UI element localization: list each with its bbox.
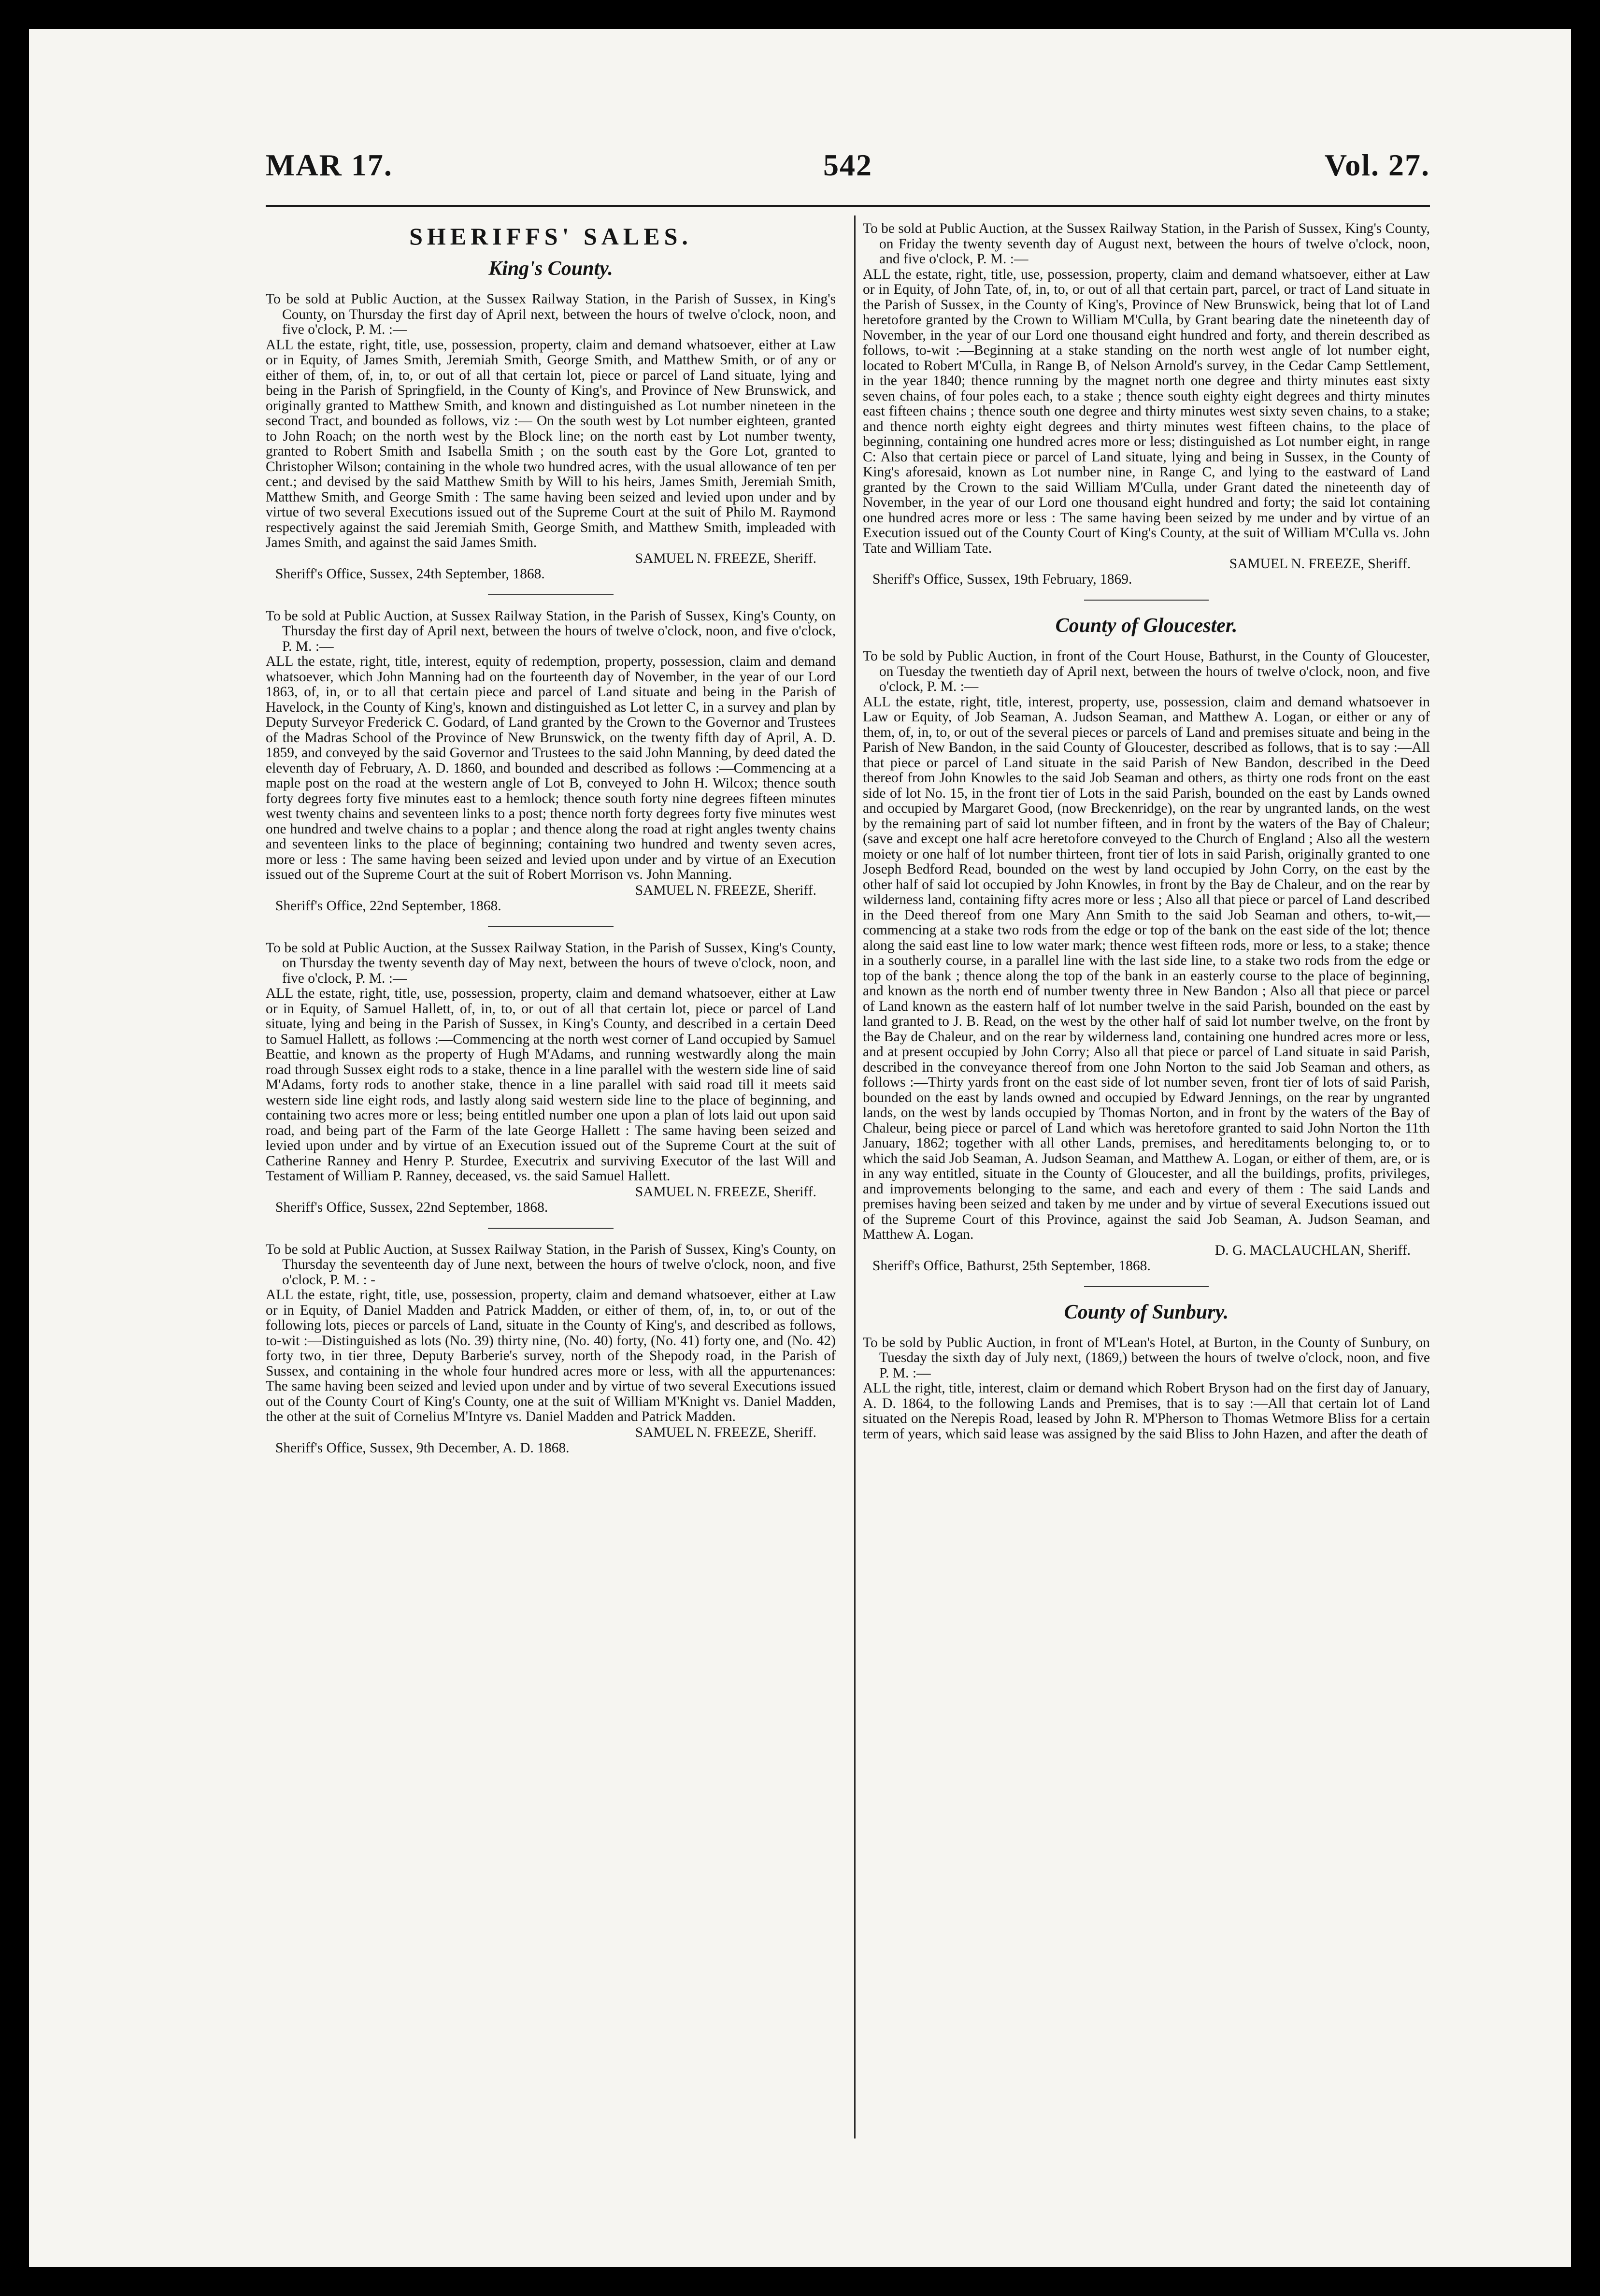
notice-intro: To be sold at Public Auction, at Sussex Railway Station, in the Parish of Sussex, King's County, on Thursday the seventeenth day of June next, between the hours of twelve o'clock, noon, and five o'clock, P. M. : - — [266, 1241, 836, 1288]
sheriff-signature: SAMUEL N. FREEZE, Sheriff. — [635, 1424, 816, 1440]
sheriff-office-date: Sheriff's Office, Sussex, 19th February, 1869. — [872, 572, 1132, 587]
notice-body: ALL the right, title, interest, claim or demand which Robert Bryson had on the first day of January, A. D. 1864, to the following Lands and Premises, that is to say :—All that certain lot of Land situated on the Nerepis Road, leased by John R. M'Pherson to Thomas Wetmore Bliss for a certain term of years, which said lease was assigned by the said Bliss to John Hazen, and after the death of — [863, 1380, 1430, 1442]
notice-separator — [1084, 1286, 1209, 1287]
notice-separator — [488, 926, 614, 927]
sheriff-office-date: Sheriff's Office, Sussex, 9th December, A. D. 1868. — [275, 1440, 570, 1456]
sheriff-signature: D. G. MACLAUCHLAN, Sheriff. — [1214, 1242, 1411, 1258]
notice — [266, 292, 836, 582]
volume-number: Vol. 27. — [1324, 148, 1430, 182]
left-column — [266, 221, 836, 2144]
notice — [266, 1242, 836, 1456]
notice-intro: To be sold at Public Auction, at the Sussex Railway Station, in the Parish of Sussex, in King's County, on Thursday the first day of April next, between the hours of twelve o'clock, noon, and five o'clock, P. M. :— — [266, 291, 836, 337]
notice-separator — [488, 1228, 614, 1229]
column-divider — [854, 215, 856, 2138]
sheriff-signature: SAMUEL N. FREEZE, Sheriff. — [635, 882, 816, 898]
notice — [266, 609, 836, 914]
notice — [266, 941, 836, 1215]
notice-intro: To be sold at Public Auction, at the Sussex Railway Station, in the Parish of Sussex, King's County, on Thursday the twenty seventh day of May next, between the hours of tweve o'clock, noon, and five o'clock, P. M. :— — [266, 940, 836, 986]
notice-intro: To be sold by Public Auction, in front of M'Lean's Hotel, at Burton, in the County of Sunbury, on Tuesday the sixth day of July next, (1869,) between the hours of twelve o'clock, noon, and five P. M. :— — [863, 1335, 1430, 1381]
notice-intro: To be sold by Public Auction, in front of the Court House, Bathurst, in the County of Gloucester, on Tuesday the twentieth day of April next, between the hours of twelve o'clock, noon, and five o'clock, P. M. :— — [863, 648, 1430, 694]
notice-body: ALL the estate, right, title, interest, property, use, possession, claim and demand whatsoever in Law or Equity, of Job Seaman, A. Judson Seaman, and Matthew A. Logan, or either or any of them, of, in, to, or out of the several pieces or parcels of Land and premises situate and being in the Parish of New Bandon, in the said County of Gloucester, described as follows, that is to say :—All that piece or parcel of Land situate in the said Parish of New Bandon, described in the Deed thereof from John Knowles to the said Job Seaman and others, as thirty one rods front on the east side of lot No. 15, in the front tier of Lots in the said Parish, bounded on the east by Lands owned and occupied by Margaret Good, (now Breckenridge), on the rear by ungranted lands, on the west by the remaining part of said lot number fifteen, and in front by the waters of the Bay of Chaleur; (save and except one half acre heretofore conveyed to the Church of England ; Also all the western moiety or one half of lot number thirteen, front tier of lots in said Parish, originally granted to one Joseph Bedford Read, bounded on the west by land occupied by John Corry, on the east by the other half of said lot occupied by John Knowles, in front by the Bay de Chaleur, and on the rear by wilderness land, containing fifty acres more or less ; Also all that piece or parcel of Land described in the Deed thereof from one Mary Ann Smith to the said Job Seaman and others, to-wit,—commencing at a stake two rods from the edge or top of the bank on the east side of the lot; thence along the said east line to low water mark; thence west fifteen rods, more or less, to a stake; thence in a southerly course, in a parallel line with the last side line, to a stake two rods from the edge or top of the bank ; thence along the top of the bank in an easterly course to the place of beginning, and known as the north end of number twenty three in New Bandon ; Also all that piece or parcel of Land known as the eastern half of lot number twelve in the said Parish, bounded on the east by land granted to J. B. Read, on the west by the other half of said lot number twelve, on the front by the Bay de Chaleur, and on the rear by wilderness land, containing one hundred acres more or less, and at present occupied by John Corry; Also all that piece or parcel of Land situate in said Parish, described in the conveyance thereof from one John Norton to the said Job Seaman and others, as follows :—Thirty yards front on the east side of lot number seven, front tier of lots of said Parish, bounded on the east by lands owned and occupied by Edward Jennings, on the rear by ungranted lands, on the west by lands occupied by Thomas Norton, and in front by the waters of the Bay of Chaleur, being piece or parcel of Land which was heretofore granted to said John Norton the 11th January, 1862; together with all other Lands, premises, and hereditaments belonging to, or to which the said Job Seaman, A. Judson Seaman, and Matthew A. Logan, or either of them, are, or is in any way entitled, situate in the County of Gloucester, and all the buildings, profits, privileges, and improvements belonging to the same, and each and every of them : The said Lands and premises having been seized and taken by me under and by virtue of several Executions issued out of the Supreme Court of this Province, against the said Job Seaman, A. Judson Seaman, and Matthew A. Logan. — [863, 694, 1430, 1242]
notice-intro: To be sold at Public Auction, at Sussex Railway Station, in the Parish of Sussex, King's County, on Thursday the first day of April next, between the hours of twelve o'clock, noon, and five o'clock, P. M. :— — [266, 608, 836, 654]
section-title: SHERIFFS' SALES. — [409, 223, 692, 250]
notice-body: ALL the estate, right, title, use, possession, property, claim and demand whatsoever, either at Law or in Equity, of James Smith, Jeremiah Smith, George Smith, and Matthew Smith, or of any or either of them, of, in, to, or out of all that certain lot, piece or parcel of Land situate, lying and being in the Parish of Springfield, in the County of King's, and Province of New Brunswick, and originally granted to Matthew Smith, and known and distinguished as Lot number nineteen in the second Tract, and bounded as follows, viz :— On the south west by Lot number eighteen, granted to John Roach; on the north west by the Block line; on the north east by Lot number twenty, granted to Robert Smith and Isabella Smith ; on the south east by the Gore Lot, granted to Christopher Wilson; containing in the whole two hundred acres, with the usual allowance of ten per cent.; and devised by the said Matthew Smith by Will to his heirs, James Smith, Jeremiah Smith, Matthew Smith, and George Smith : The same having been seized and levied upon under and by virtue of two several Executions issued out of the Supreme Court at the suit of Philo M. Raymond respectively against the said Jeremiah Smith, George Smith, and Matthew Smith, impleaded with James Smith, and against the said James Smith. — [266, 337, 836, 550]
newspaper-page — [29, 29, 1571, 2267]
notice-separator — [488, 594, 614, 595]
county-heading-gloucester: County of Gloucester. — [1055, 615, 1238, 637]
sheriff-office-date: Sheriff's Office, 22nd September, 1868. — [275, 898, 501, 914]
notice-body: ALL the estate, right, title, use, possession, property, claim and demand whatsoever, either at Law or in Equity, of John Tate, of, in, to, or out of all that certain part, parcel, or tract of Land situate in the Parish of Sussex, in the County of King's, Province of New Brunswick, being that lot of Land heretofore granted by the Crown to William M'Culla, by Grant bearing date the nineteenth day of November, in the year of our Lord one thousand eight hundred and forty, and therein described as follows, to-wit :—Beginning at a stake standing on the north west angle of lot number eight, located to Robert M'Culla, in Range B, of Nelson Arnold's survey, in the Cedar Camp Settlement, in the year 1840; thence running by the magnet north one degree and thirty minutes east sixty seven chains, of four poles each, to a stake ; thence south eighty eight degrees and thirty minutes east fifteen chains ; thence south one degree and thirty minutes west sixty seven chains, to a stake; and thence north eighty eight degrees and thirty minutes west fifteen chains, to the place of beginning, containing one hundred acres more or less; distinguished as Lot number eight, in range C: Also that certain piece or parcel of Land situate, lying and being in Sussex, in the County of King's aforesaid, known as Lot number nine, in Range C, and lying to the eastward of Land granted by the Crown to the said William M'Culla, under Grant dated the nineteenth day of November, in the year of our Lord one thousand eight hundred and forty; the said lot containing one hundred acres more or less : The same having been seized by me under and by virtue of an Execution issued out of the County Court of King's County, at the suit of William M'Culla vs. John Tate and William Tate. — [863, 266, 1430, 556]
county-heading-sunbury: County of Sunbury. — [1064, 1301, 1229, 1323]
sheriff-office-date: Sheriff's Office, Sussex, 24th September, 1868. — [275, 566, 545, 582]
sheriff-signature: SAMUEL N. FREEZE, Sheriff. — [635, 550, 816, 566]
county-heading-kings: King's County. — [488, 258, 613, 280]
notice-body: ALL the estate, right, title, use, possession, property, claim and demand whatsoever, either at Law or in Equity, of Daniel Madden and Patrick Madden, or either of them, of, in, to, or out of the following lots, pieces or parcels of Land, situate in the County of King's, and described as follows, to-wit :—Distinguished as lots (No. 39) thirty nine, (No. 40) forty, (No. 41) forty one, and (No. 42) forty two, in tier three, Deputy Barberie's survey, north of the Shepody road, in the Parish of Sussex, and containing in the whole four hundred acres more or less, with all the appurtenances: The same having been seized and levied upon under and by virtue of two several Executions issued out of the County Court of King's County, one at the suit of William M'Knight vs. Daniel Madden, the other at the suit of Cornelius M'Intyre vs. Daniel Madden and Patrick Madden. — [266, 1287, 836, 1424]
sheriff-signature: SAMUEL N. FREEZE, Sheriff. — [635, 1184, 816, 1200]
right-column — [863, 221, 1430, 2144]
sheriff-signature: SAMUEL N. FREEZE, Sheriff. — [1229, 556, 1411, 572]
sheriff-office-date: Sheriff's Office, Sussex, 22nd September, 1868. — [275, 1199, 548, 1215]
page-number: 542 — [823, 148, 872, 182]
header-date: MAR 17. — [266, 148, 393, 182]
notice — [863, 649, 1430, 1274]
notice-intro: To be sold at Public Auction, at the Sussex Railway Station, in the Parish of Sussex, King's County, on Friday the twenty seventh day of August next, between the hours of twelve o'clock, noon, and five o'clock, P. M. :— — [863, 221, 1430, 267]
notice-body: ALL the estate, right, title, use, possession, property, claim and demand whatsoever, either at Law or in Equity, of Samuel Hallett, of, in, to, or out of all that certain lot, piece or parcel of Land situate, lying and being in the Parish of Sussex, in King's County, and described in a certain Deed to Samuel Hallett, as follows :—Commencing at the north west corner of Land occupied by Samuel Beattie, and known as the property of Hugh M'Adams, and running westwardly along the main road through Sussex eight rods to a stake, thence in a line parallel with the western side line of said M'Adams, forty rods to another stake, thence in a line parallel with said road till it meets said western side line eight rods, and lastly along said western side line to the place of beginning, and containing two acres more or less; being entitled number one upon a plan of lots laid out upon said road, and being part of the Farm of the late George Hallett : The same having been seized and levied upon under and by virtue of an Execution issued out of the Supreme Court at the suit of Catherine Ranney and Henry P. Sturdee, Executrix and surviving Executor of the last Will and Testament of William P. Ranney, deceased, vs. the said Samuel Hallett. — [266, 986, 836, 1184]
header-rule — [266, 205, 1430, 207]
notice-body: ALL the estate, right, title, interest, equity of redemption, property, possession, claim and demand whatsoever, which John Manning had on the fourteenth day of November, in the year of our Lord 1863, of, in, or to all that certain piece and parcel of Land situate and being in the Parish of Havelock, in the County of King's, known and distinguished as Lot letter C, in a survey and plan by Deputy Surveyor Frederick C. Godard, of Land granted by the Crown to the Governor and Trustees of the Madras School of the Province of New Brunswick, on the twenty fifth day of April, A. D. 1859, and conveyed by the said Governor and Trustees to the said John Manning, by deed dated the eleventh day of February, A. D. 1860, and bounded and described as follows :—Commencing at a maple post on the road at the western angle of Lot B, conveyed to John H. Wilcox; thence south forty degrees forty five minutes east to a hemlock; thence south forty nine degrees fifteen minutes west twenty chains and seventeen links to a post; thence north forty degrees forty five minutes west one hundred and twelve chains to a poplar ; and thence along the road at right angles twenty chains and seventeen links to the place of beginning; containing two hundred and twenty seven acres, more or less : The same having been seized and levied upon under and by virtue of an Execution issued out of the Supreme Court at the suit of Robert Morrison vs. John Manning. — [266, 654, 836, 882]
notice — [863, 221, 1430, 587]
page-header — [266, 147, 1430, 201]
sheriff-office-date: Sheriff's Office, Bathurst, 25th September, 1868. — [872, 1258, 1151, 1274]
notice — [863, 1335, 1430, 1442]
notice-separator — [1084, 600, 1209, 601]
